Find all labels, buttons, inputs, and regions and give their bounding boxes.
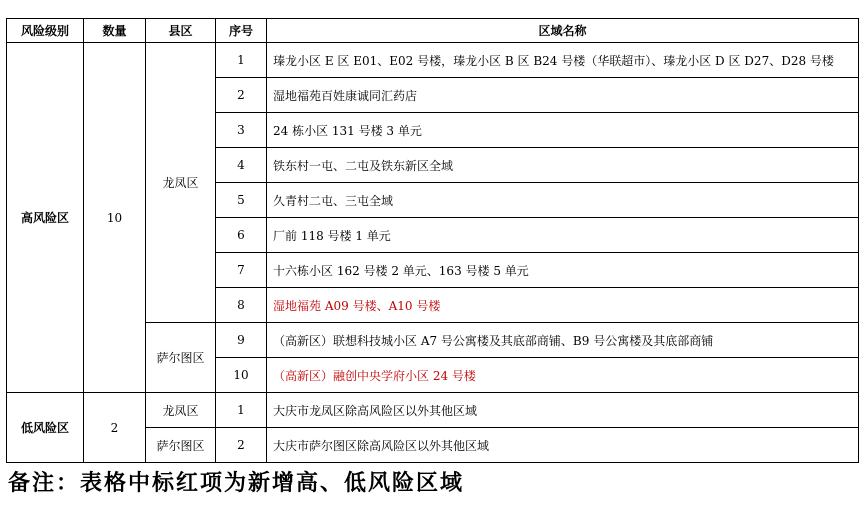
serial-cell: 8 <box>216 288 267 323</box>
serial-cell: 3 <box>216 113 267 148</box>
district-cell: 龙凤区 <box>146 43 216 323</box>
serial-cell: 1 <box>216 393 267 428</box>
area-name-cell: 铁东村一屯、二屯及铁东新区全域 <box>267 148 859 183</box>
serial-cell: 2 <box>216 428 267 463</box>
serial-cell: 7 <box>216 253 267 288</box>
header-risk-level: 风险级别 <box>7 19 84 43</box>
header-serial: 序号 <box>216 19 267 43</box>
footnote: 备注：表格中标红项为新增高、低风险区域 <box>8 470 465 496</box>
header-area-name: 区域名称 <box>267 19 859 43</box>
area-name-cell: （高新区）联想科技城小区 A7 号公寓楼及其底部商铺、B9 号公寓楼及其底部商铺 <box>267 323 859 358</box>
area-name-cell: 大庆市龙凤区除高风险区以外其他区域 <box>267 393 859 428</box>
table-header-row <box>7 19 859 43</box>
serial-cell: 10 <box>216 358 267 393</box>
risk-area-table <box>6 18 859 463</box>
area-name-cell: 厂前 118 号楼 1 单元 <box>267 218 859 253</box>
high-risk-count: 10 <box>84 43 146 393</box>
area-name-cell: 十六栋小区 162 号楼 2 单元、163 号楼 5 单元 <box>267 253 859 288</box>
serial-cell: 9 <box>216 323 267 358</box>
serial-cell: 4 <box>216 148 267 183</box>
area-name-cell: 久青村二屯、三屯全域 <box>267 183 859 218</box>
serial-cell: 6 <box>216 218 267 253</box>
district-cell: 龙凤区 <box>146 393 216 428</box>
area-name-cell-new: 湿地福苑 A09 号楼、A10 号楼 <box>267 288 859 323</box>
area-name-cell: 瑧龙小区 E 区 E01、E02 号楼，瑧龙小区 B 区 B24 号楼（华联超市）、瑧龙小区 D 区 D27、D28 号楼 <box>267 43 859 78</box>
district-cell: 萨尔图区 <box>146 323 216 393</box>
area-name-cell-new: （高新区）融创中央学府小区 24 号楼 <box>267 358 859 393</box>
risk-level-high: 高风险区 <box>7 43 84 393</box>
area-name-cell: 大庆市萨尔图区除高风险区以外其他区域 <box>267 428 859 463</box>
risk-level-low: 低风险区 <box>7 393 84 463</box>
serial-cell: 1 <box>216 43 267 78</box>
district-cell: 萨尔图区 <box>146 428 216 463</box>
serial-cell: 2 <box>216 78 267 113</box>
low-risk-count: 2 <box>84 393 146 463</box>
table-row <box>7 43 859 78</box>
area-name-cell: 湿地福苑百姓康诚同汇药店 <box>267 78 859 113</box>
header-count: 数量 <box>84 19 146 43</box>
area-name-cell: 24 栋小区 131 号楼 3 单元 <box>267 113 859 148</box>
header-district: 县区 <box>146 19 216 43</box>
serial-cell: 5 <box>216 183 267 218</box>
table-row <box>7 393 859 428</box>
